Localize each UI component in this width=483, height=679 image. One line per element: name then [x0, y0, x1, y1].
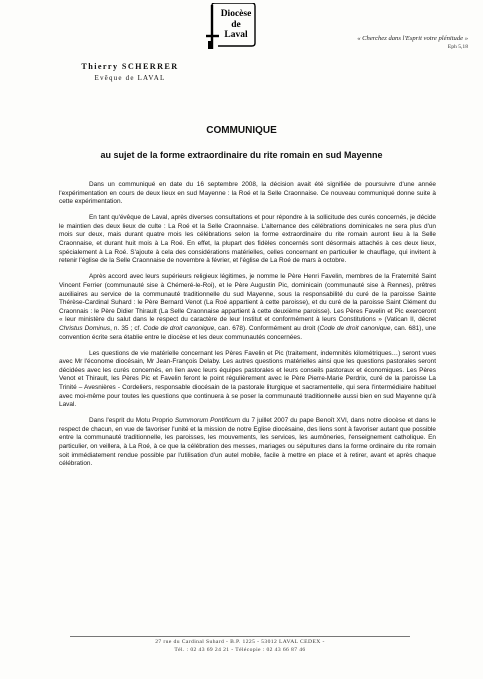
author-block — [65, 62, 195, 82]
paragraph-5 — [59, 417, 436, 469]
logo-line-3: Laval — [224, 30, 248, 40]
document-subtitle: au sujet de la forme extraordinaire du rite romain en sud Mayenne — [100, 150, 383, 160]
paragraph-5-text-a: Dans l'esprit du Motu Proprio — [89, 417, 175, 425]
letterhead-footer — [70, 636, 410, 654]
paragraph-5-text-b: du 7 juillet 2007 du pape Benoît XVI, dans notre diocèse et dans le respect de chacun, en vue de favoriser l'unité et la mission de notre Eglise diocésaine, des liens sont à favoriser autant que possible entre la communauté traditionnelle, les paroisses, les mouvements, les services, les aumôneries, l'enseignement catholique. En particulier, on veillera, à La Roé, à ce que la célébration des messes, mariages ou sépultures dans la forme ordinaire du rite romain soit immédiatement rendue possible par l'utilisation d'un autel mobile, facile à mettre en place et à retirer, avant et après chaque célébration. — [59, 417, 436, 468]
paragraph-3 — [59, 273, 436, 342]
document-title: COMMUNIQUE — [206, 125, 277, 136]
author-name: Thierry SCHERRER — [81, 62, 179, 71]
paragraph-3-text-d: , can. 681), une convention écrite sera établie entre le diocèse et les deux communautés concernées. — [59, 324, 436, 341]
motto-reference: Eph 5,18 — [447, 44, 468, 50]
canon-law-title-2: Code de droit canonique — [319, 324, 391, 332]
motto-quote: « Cherchez dans l'Esprit votre plénitude » — [357, 35, 468, 42]
footer-phone: Tél. : 02 43 69 24 21 - Télécopie : 02 43 66 87 46 — [174, 646, 306, 653]
paragraph-3-text-b: , n. 35 ; cf. — [110, 324, 144, 332]
footer-address: 27 rue du Cardinal Suhard - B.P. 1225 - 53012 LAVAL CEDEX - — [155, 639, 325, 645]
paragraph-3-text-a: Après accord avec leurs supérieurs religieux légitimes, je nomme le Père Henri Favelin, membres de la Fraternité Saint Vincent Ferrier (communauté sise à Chémeré-le-Roi), et le Père Augustin Pic, dominicain (communauté sise à Rennes), prêtres auxiliaires au service de la communauté traditionnelle du sud Mayenne, sous la responsabilité du curé de la paroisse Sainte Thérèse-Cardinal Suhard : le Père Bernard Venot (La Roé appartient à cette paroisse), et du curé de la paroisse Saint Clément du Craonnais : le Père Didier Thirault (La Selle Craonnaise appartient à cette deuxième paroisse). Les Pères Favelin et Pic exerceront « leur ministère du salut dans le respect du caractère de leur Institut et conformément à leurs Constitutions » (Vatican II, décret — [59, 273, 436, 324]
paragraph-3-text-c: , can. 678). Conformément au droit ( — [214, 324, 320, 332]
diocese-logo — [206, 3, 256, 51]
logo-line-2: de — [231, 19, 241, 30]
logo-text — [217, 9, 255, 41]
author-role: Evêque de LAVAL — [94, 74, 166, 82]
decree-title: Christus Dominus — [59, 324, 111, 332]
paragraph-1: Dans un communiqué en date du 16 septembre 2008, la décision avait été signifiée de poursuivre d'une année l'expérimentation en cours de deux lieux en sud Mayenne : la Roé et la Selle Craonnaise. Ce nouveau communiqué donne suite à cette expérimentation. — [59, 181, 436, 206]
motu-proprio-title: Summorum Pontificum — [174, 417, 241, 425]
canon-law-title-1: Code de droit canonique — [143, 324, 215, 332]
paragraph-2: En tant qu'évêque de Laval, après diverses consultations et pour répondre à la sollicitude des curés concernés, je décide le maintien des deux lieux de culte : La Roé et la Selle Craonnaise. L'alternance des célébrations dominicales ne sera plus d'un mois sur deux, mais durant quatre mois les célébrations selon la forme extraordinaire du rite romain auront lieu à la Selle Craonnaise, et durant huit mois à La Roé. En effet, la plupart des fidèles concernés sont désormais attachés à ces deux lieux, spécialement à La Roé. S'ajoute à cela des considérations matérielles, celles concernant en particulier le chauffage, qui invitent à retenir l'église de la Selle Craonnaise de novembre à février, et l'église de La Roé de mars à octobre. — [59, 214, 436, 265]
logo-line-1: Diocèse — [220, 9, 252, 19]
document-body — [59, 181, 436, 469]
paragraph-4: Les questions de vie matérielle concernant les Pères Favelin et Pic (traitement, indemnités kilométriques…) seront vues avec Mr l'économe diocésain, Mr Jean-François Delaby. Les autres questions matérielles ainsi que les questions pastorales seront décidées avec les curés concernés, en lien avec leurs équipes pastorales et leurs conseils pastoraux et économiques. Les Pères Venot et Thirault, les Pères Pic et Favelin feront le point régulièrement avec le Père Pierre-Marie Perdrix, curé de la paroisse La Trinité – Avesnières - Cordeliers, responsable diocésain de la pastorale liturgique et sacramentelle, qui sera l'intermédiaire habituel avec moi-même pour toutes les questions que continuera à se poser la communauté traditionnelle aussi bien en sud Mayenne qu'à Laval. — [59, 349, 436, 409]
